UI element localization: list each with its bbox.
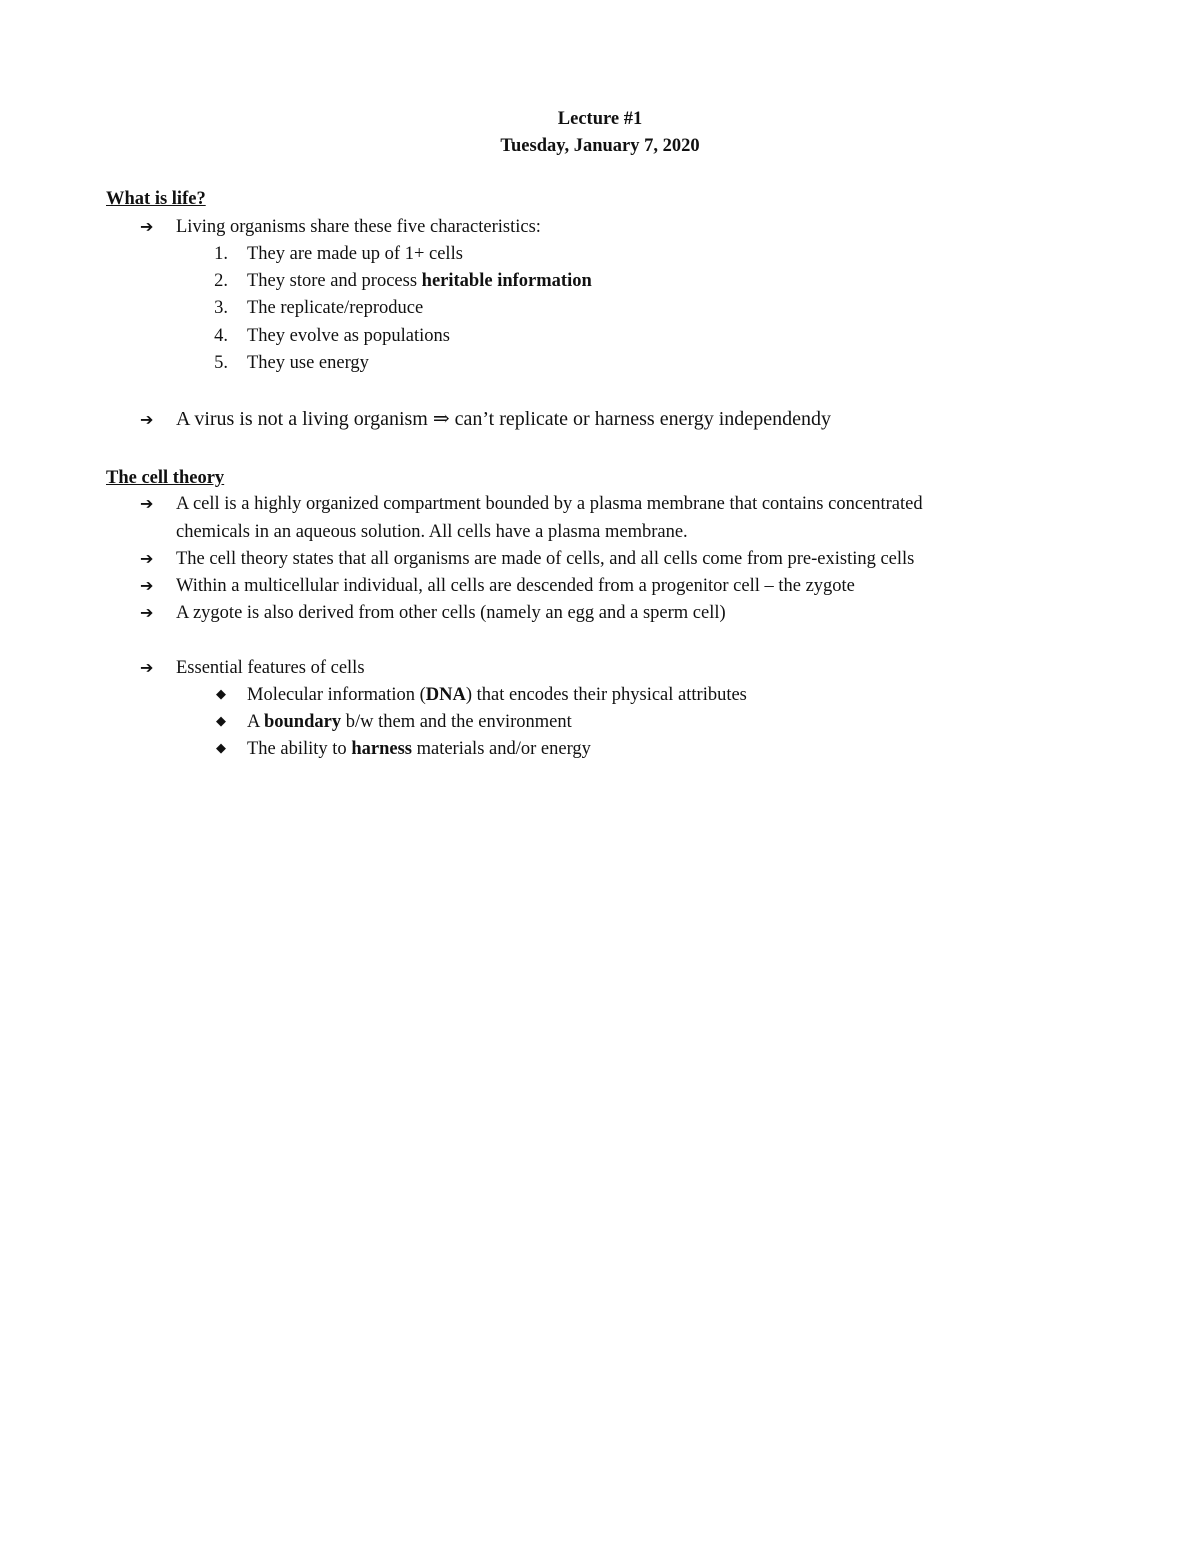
- section-heading-what-is-life: What is life?: [106, 189, 206, 209]
- bullet-text: Essential features of cells: [176, 658, 365, 678]
- arrow-bullet-icon: ➔: [140, 410, 154, 429]
- diamond-bullet-icon: ◆: [216, 741, 226, 756]
- diamond-bullet-icon: ◆: [216, 714, 226, 729]
- feature-text: A: [247, 712, 264, 732]
- arrow-bullet-icon: ➔: [140, 494, 154, 513]
- bullet-text: A virus is not a living organism ⇒ can’t replicate or harness energy independendy: [176, 408, 831, 430]
- arrow-bullet-icon: ➔: [140, 658, 154, 677]
- list-number: 3.: [214, 298, 228, 318]
- list-item-text: They are made up of 1+ cells: [247, 244, 463, 264]
- arrow-bullet-icon: ➔: [140, 603, 154, 622]
- diamond-bullet-icon: ◆: [216, 687, 226, 702]
- feature-text: materials and/or energy: [411, 739, 591, 759]
- feature-item: [247, 683, 747, 707]
- feature-text: b/w them and the environment: [341, 712, 572, 732]
- bold-term: heritable information: [421, 271, 592, 291]
- arrow-bullet-icon: ➔: [140, 576, 154, 595]
- feature-text: ) that encodes their physical attributes: [465, 685, 747, 705]
- list-number: 2.: [214, 271, 228, 291]
- lecture-date: Tuesday, January 7, 2020: [500, 136, 700, 156]
- list-number: 1.: [214, 244, 228, 264]
- bullet-text-continued: chemicals in an aqueous solution. All cells have a plasma membrane.: [176, 522, 688, 542]
- bold-term: DNA: [425, 685, 466, 705]
- section-heading-cell-theory: The cell theory: [106, 468, 225, 488]
- feature-item: [247, 710, 572, 734]
- list-item-text: They evolve as populations: [247, 326, 450, 346]
- feature-item: [247, 737, 591, 761]
- list-item-text: They use energy: [247, 353, 369, 373]
- bold-term: boundary: [263, 712, 342, 732]
- bullet-text: Within a multicellular individual, all cells are descended from a progenitor cell – the zygote: [176, 576, 855, 596]
- list-item-text-plain: They store and process: [247, 271, 422, 291]
- bullet-text: A zygote is also derived from other cells (namely an egg and a sperm cell): [176, 603, 726, 623]
- list-number: 5.: [214, 353, 228, 373]
- bullet-text: Living organisms share these five characteristics:: [176, 217, 541, 237]
- lecture-title: Lecture #1: [557, 109, 643, 129]
- arrow-bullet-icon: ➔: [140, 217, 154, 236]
- feature-text: The ability to: [247, 739, 352, 759]
- arrow-bullet-icon: ➔: [140, 549, 154, 568]
- bullet-text: A cell is a highly organized compartment bounded by a plasma membrane that contains concentrated: [176, 494, 923, 514]
- feature-text: Molecular information (: [247, 685, 426, 705]
- list-item-text: The replicate/reproduce: [247, 298, 424, 318]
- bullet-text: The cell theory states that all organisms are made of cells, and all cells come from pre-existing cells: [176, 549, 915, 569]
- list-item-text: [247, 269, 592, 293]
- list-number: 4.: [214, 326, 228, 346]
- bold-term: harness: [351, 739, 412, 759]
